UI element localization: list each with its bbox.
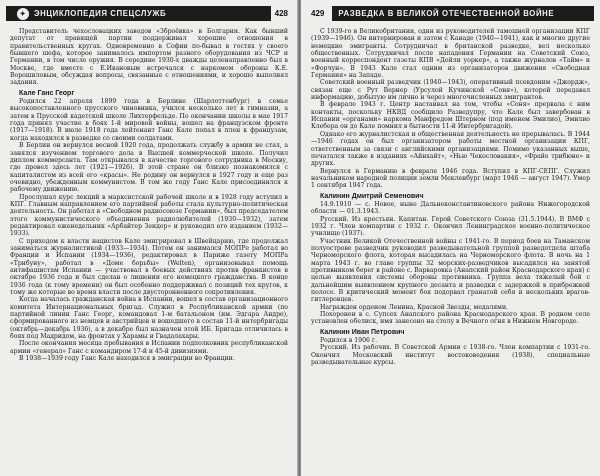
right-header-band <box>332 6 594 21</box>
paragraph: В феврале 1943 г. Центр настаивал на том, чтобы «Соня» прервала с ним контакты, поскольку НКВД сообщило Разведупру, что Кале был завербован в Испании «органами» наркома Манфредом Штерном (под именем Эмилио), Эмилио Клебера он до Кале помнил в бытности 11-й Интербригадой). <box>311 101 590 131</box>
right-page-text <box>311 28 590 366</box>
paragraph: Вернулся в Германию в феврале 1946 года. Вступил в КПГ-СЕПГ. Служил начальником народной полиции земли Мекленбург (март 1946 — август 1947). Умер 1 сентября 1947 года. <box>311 167 590 190</box>
paragraph: В 1938—1939 году Ганс Кале находился в эмиграции во Франции. <box>19 355 235 363</box>
paragraph: Однако его журналистская и общественная деятельность не прерывалась. В 1944—1946 годах он был организатором работы местной организации КПГ, ответственным за связи с английскими организациями. Помимо указанных выше, печатался также в изданиях «Айнхайт», «Нью Чекословакия», «Фрайе трибюне» и других. <box>311 130 590 168</box>
paragraph: С 1939-го в Великобритании, один из руководителей тамошней организации КПГ (1939—1946). Он интернирован и затем с Канаде (1940—1941), как и многие другие немецкие эмигранты. Сотрудничал в британской разведке, вел несколько общественных. Сотрудничал после нападения Германии на Советский Союз, военный корреспондент газеты КПВ «Дейли уоркер», а также журналов «Тайм» и «Форчун». В 1943 Кале стал одним из организаторов движения «Свободная Германия» на Западе. <box>311 28 590 80</box>
paragraph: Представитель чехословацких заводов «Зброёвка» в Болгарии. Как бывший депутат от правящей партии поддерживал хорошие отношения в правительственных кругах. Одновременно в Софии по-бывал в гостях у своего бывшего шефа, которое занималось импортом разного оборудования из ЧСР и Германии, в том числе оружия. В середине 1930-х дважды целенаправленно был в Москве, где вместе с Е.Ивановым встречался с наркомом обороны К.Е. Ворошиловым, обсуждая вопросы, связанные с отношениями, и хорошо выполнял задания. <box>10 28 288 87</box>
paragraph: В Берлин он вернулся весной 1920 года, продолжать службу в армии не стал, а занялся изучением торгового дела в Высшей коммерческой школе. Получил диплом коммерсанта. Там открывался в качестве торгового сотрудника в Москву, где провел здесь лет (1921—1926). В этой стране он близко познакомился с капиталистом из всей его «красы». Не родину он вернулся в 1927 году и еще раз очевидно, убежденным коммунистом. В том же году Ганс Кале присоединился к рабочему движению. <box>10 142 288 194</box>
paragraph: С приходом к власти нацистов Кале эмигрировал в Швейцарию, где продолжал заниматься журналистикой (1933—1934). Потом он занимался МОПРе работал во Франции и Испании (1934—1936), редактировал в Париже газету МОПРа «Трибуну», работал в «Доме борьбы» (Welten), организовывал помощь антифашистам Испании — участвовал в боевых действиях против франкистов в октябре 1936 года и был сделан о лишении его немецкого гражданства. В конце 1936 года (к тому времени) он был особенно поддерживал с позиций тех кругов, к тому же которые во время власти после двусторонненного сопротивления. <box>10 237 288 297</box>
left-header-band <box>6 6 271 21</box>
right-page <box>301 0 600 476</box>
section-title-kalinin-dmitry: Калинин Дмитрий Семенович <box>320 192 424 200</box>
paragraph: Прослушал курс лекций в марксистской рабочей школе и в 1928 году вступил в КПГ. Главным направлением его партийной работы стала культурно-политическая деятельность. Он работал в «Свободном радиосоюзе Германии», был председателем этого коммунистического объединения радиолюбителей (1930—1932), затем редактировал еженедельник «Арбайтер Зендер» и руководил его изданием (1932—1933). <box>10 193 288 238</box>
paragraph: После окончания месяца пребывания в Испании подполковник республиканской армии «генерал» Ганс с командиром 17-й и 45-й дивизиями. <box>10 340 288 355</box>
right-header-title: РАЗВЕДКА В ВЕЛИКОЙ ОТЕЧЕСТВЕННОЙ ВОЙНЕ <box>338 9 555 18</box>
paragraph: Участник Великой Отечественной войны с 1941-го. В период боев на Таманском полуострове разведчик руководил разведывательной группой разведотдела штаба Черноморского флота, которая высадилась на Черноморского флота. В ночь на 1 марта 1943 г. во главе группы 32 морских-разведчиков высадился на занятой противником берег в районе с. Варваровка (Анапский район Краснодарского края) с целью выявления системы обороны противника. Группа вела тяжелый бой с дальнейшим выявлением крупного десанта и разведки с задержкой в прибрежной полосе. В критический момент боя подорвал гранатой себя и нескольких врагов-гитлеровцев. <box>311 237 590 304</box>
paragraph: Похоронен в с. Супсех Анапского района Краснодарского края. В родном селе установлен обелиск, имя занесено на стелу в Вечного огня в Нижнем Новгороде. <box>311 311 590 326</box>
paragraph: Русский. Из рабочих. В Советской Армии с 1938-го. Член компартии с 1931-го. Окончил Московский институт востоковедения (1938), специальные разведывательные курсы. <box>311 344 590 367</box>
paragraph: Родился в 1906 г. <box>320 337 378 345</box>
right-page-header <box>307 4 594 23</box>
right-page-number: 429 <box>311 9 325 18</box>
emblem-icon: ✦ <box>16 7 30 21</box>
paragraph: Награжден орденом Ленина, Красной Звезды, медалями. <box>320 303 508 311</box>
paragraph: Русский. Из крестьян. Капитан. Герой Советского Союза (31.5.1944). В ВМФ с 1932 г. Член компартии с 1932 г. Окончил Ленинградское военно-политическое училище (1937). <box>311 215 590 238</box>
paragraph: Советский военный разведчик (1940—1943), оперативный псевдоним «Джордж», связан еще с Рут Вернер (Урсулой Кучинской «Соня»), которой передавал информацию, добытую им лично и через многочисленных эмигрантов. <box>311 79 590 102</box>
left-page-number: 428 <box>274 9 288 18</box>
left-page-header <box>6 4 292 23</box>
section-title-kalinin-ivan: Калинин Иван Петрович <box>320 328 405 336</box>
left-header-title: ЭНЦИКЛОПЕДИЯ СПЕЦСЛУЖБ <box>34 9 167 18</box>
paragraph: 14.9.1910 — с. Новое, ныне Дальнеконстантиновского района Нижегородской области — 01.3.1943. <box>311 200 590 216</box>
paragraph: Родился 22 апреля 1899 года в Берлине (Шарлоттенбург) в семье высокопоставленного прусского чиновника, учился несколько лет в гимназии, а затем в Прусской кадетской школе Лихтерфельде. По окончании школы в мае 1917 года принял участие в боях 1-й мировой войны, вошел на французском фронте (1917—1918). В июле 1918 года лейтенант Ганс Кале попал в плен к французам, когда находился в разведке со своими солдатами. <box>10 98 288 142</box>
paragraph: Когда началась гражданская война в Испании, вошел в состав организационного комитета Интернациональных бригад. Служил в Республиканской армии (по партийной линии Ганс Георг, командовал 1-м батальоном (им. Эдгара Андре), сформированного из немцев и австрийцев и вошедшего в состав 11-й интербригады (октябрь—декабрь 1936), а в декабре был назначен этой ИБ. Бригада отличилась в боях под Мадридом, на фронтах у Харамы и Гвадалахары. <box>10 296 288 341</box>
section-title-kale: Кале Ганс Георг <box>19 89 75 97</box>
left-page <box>0 0 298 476</box>
left-page-text <box>10 28 288 362</box>
